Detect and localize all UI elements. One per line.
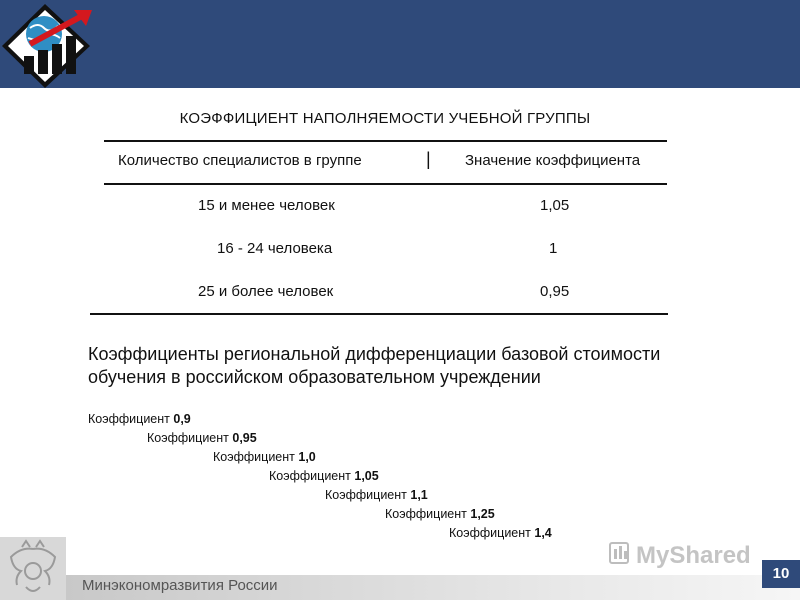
double-headed-eagle-icon xyxy=(0,537,66,600)
coefficient-item: Коэффициент 1,05 xyxy=(269,469,379,483)
table-title: КОЭФФИЦИЕНТ НАПОЛНЯЕМОСТИ УЧЕБНОЙ ГРУППЫ xyxy=(179,110,591,127)
coefficient-item: Коэффициент 0,95 xyxy=(147,431,257,445)
table-row-3-value: 0,95 xyxy=(540,283,570,300)
watermark-text: MyShared xyxy=(636,542,751,569)
table-bottom-rule xyxy=(90,313,668,315)
table-header-rule xyxy=(104,183,667,185)
coefficient-item: Коэффициент 0,9 xyxy=(88,412,191,426)
table-row-3-group: 25 и более человек xyxy=(198,283,334,300)
header-bar xyxy=(0,0,800,88)
column-separator: | xyxy=(426,149,431,169)
table-row-1-value: 1,05 xyxy=(540,197,570,214)
column-header-coefficient: Значение коэффициента xyxy=(465,152,641,169)
globe-chart-logo-icon xyxy=(0,0,100,88)
coefficient-item: Коэффициент 1,25 xyxy=(385,507,495,521)
ministry-name: Минэкономразвития России xyxy=(82,577,278,594)
page-number: 10 xyxy=(762,560,800,588)
myshared-watermark-logo xyxy=(606,537,766,571)
coefficient-item: Коэффициент 1,0 xyxy=(213,450,316,464)
column-header-group-size: Количество специалистов в группе xyxy=(118,152,362,169)
table-row-2-value: 1 xyxy=(549,240,558,257)
table-row-1-group: 15 и менее человек xyxy=(198,197,335,214)
regional-coefficients-heading: Коэффициенты региональной дифференциации базовой стоимости обучения в российском образовательном учреждении xyxy=(88,344,661,387)
coefficient-item: Коэффициент 1,1 xyxy=(325,488,428,502)
table-row-2-group: 16 - 24 человека xyxy=(217,240,333,257)
coefficient-item: Коэффициент 1,4 xyxy=(449,526,552,540)
table-top-rule xyxy=(104,140,667,142)
